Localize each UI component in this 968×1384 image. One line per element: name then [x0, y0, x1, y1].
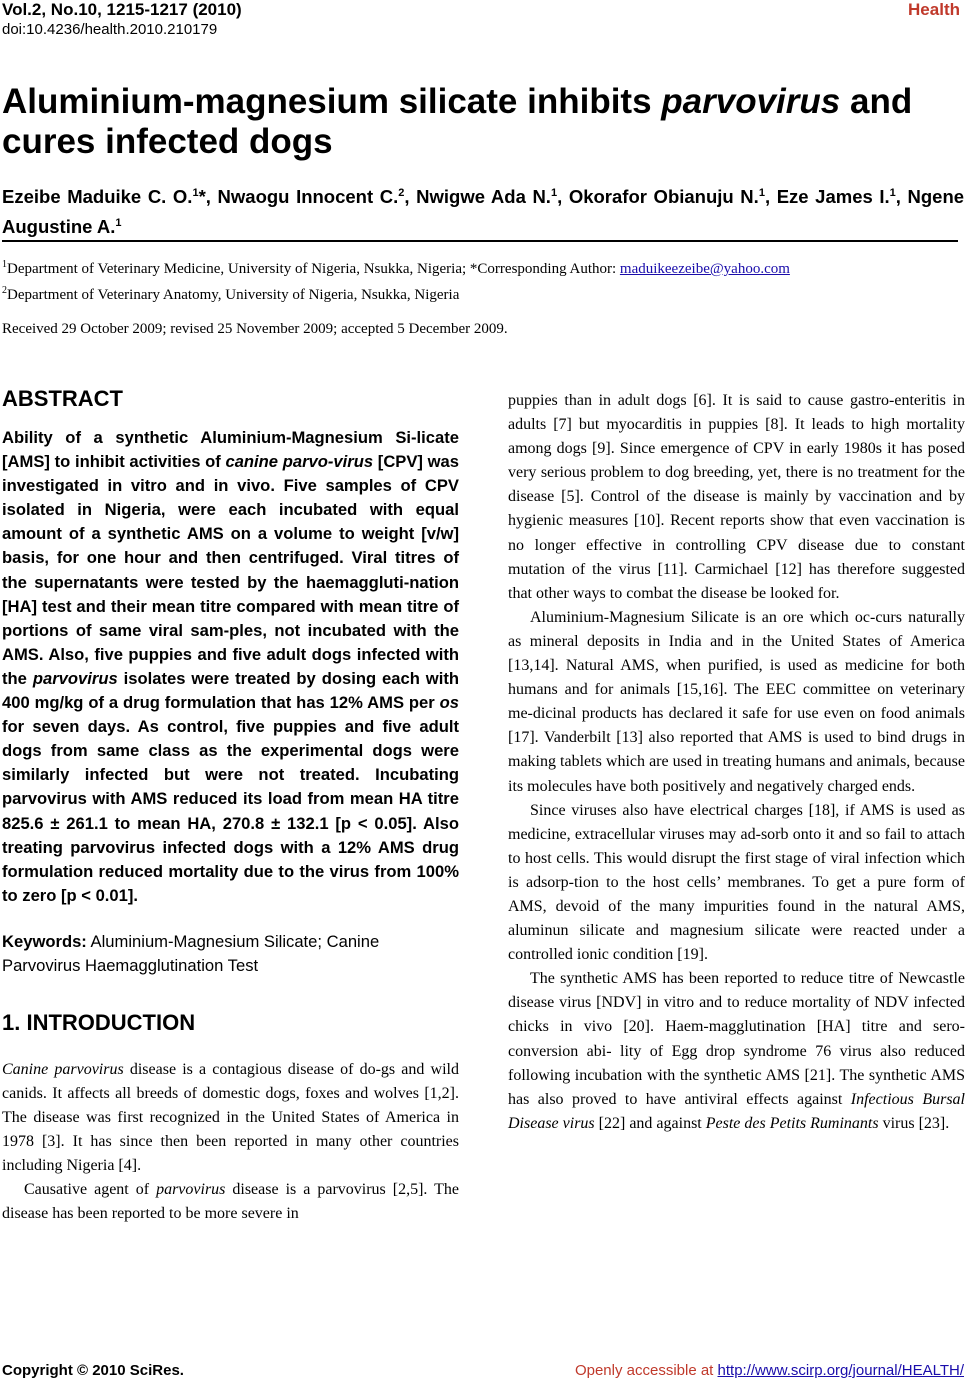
abstract-heading: ABSTRACT: [2, 386, 123, 411]
right-column: [508, 389, 965, 1136]
journal-citation: Vol.2, No.10, 1215-1217 (2010): [2, 0, 242, 19]
affiliations: [2, 254, 964, 306]
journal-name: Health: [908, 0, 960, 19]
author: Ezeibe Maduike C. O.$^1$*: [2, 186, 206, 208]
author: Nwaogu Innocent C.$^2$: [217, 186, 405, 208]
left-column: [2, 384, 459, 1227]
corresponding-email-link[interactable]: maduikeezeibe@yahoo.com: [619, 261, 790, 277]
intro-paragraph: Causative agent of parvovirus disease is a parvovirus [2,5]. The disease has been reported to be more severe in: [2, 1181, 459, 1223]
access-notice: Openly accessible at http://www.scirp.org/journal/HEALTH/: [574, 1362, 964, 1379]
author: Okorafor Obianuju N.$^1$: [568, 186, 765, 208]
copyright: Copyright © 2010 SciRes.: [2, 1362, 184, 1379]
title-part1: Aluminium-magnesium silicate inhibits: [2, 82, 662, 121]
body-paragraph: Aluminium-Magnesium Silicate is an ore which oc-curs naturally as mineral deposits in India and in the United States of America [13,14]. Natural AMS, when purified, is used as medicine for both humans and for animals [15,16]. The EEC committee on veterinary me-dicinal products has declared it safe for use even on food animals [17]. Vanderbilt [13] also reported that AMS is used to bind drugs in making tablets which are used in treating humans and animals, because its molecules have both positively and negatively charged ends.: [508, 608, 965, 795]
journal-url-link[interactable]: http://www.scirp.org/journal/HEALTH/: [717, 1362, 964, 1379]
affiliation-1: $^1$Department of Veterinary Medicine, University of Nigeria, Nsukka, Nigeria; *Corresponding Author: maduikeezeibe@yahoo.com: [2, 259, 790, 277]
abstract-body: Ability of a synthetic Aluminium-Magnesium Si-licate [AMS] to inhibit activities of canine parvo-virus [CPV] was investigated in vitro and in vivo. Five samples of CPV isolated in Nigeria, were each incubated with equal amount of a synthetic AMS on a volume to weight [v/w] basis, for one hour and then centrifuged. Viral titres of the supernatants were tested by the haemaggluti-nation [HA] test and their mean titre compared with mean titre of portions of same viral sam-ples, not incubated with the AMS. Also, five puppies and five adult dogs infected with the parvovirus isolates were treated by dosing each with 400 mg/kg of a drug formulation that has 12% AMS per os for seven days. As control, five puppies and five adult dogs from same class as the experimental dogs were similarly infected but were not treated. Incubating parvovirus with AMS reduced its load from mean HA titre 825.6 ± 261.1 to mean HA, 270.8 ± 132.1 [p < 0.05]. Also treating parvovirus infected dogs with a 12% AMS drug formulation reduced mortality due to the virus from 100% to zero [p < 0.01].: [2, 428, 460, 905]
body-paragraph: The synthetic AMS has been reported to reduce titre of Newcastle disease virus [NDV] in vitro and to reduce mortality of NDV infected chicks in vivo [20]. Haem-magglutination [HA] titre and sero-conversion abi- lity of Egg drop syndrome 76 virus also reduced following incubation with the synthetic AMS [21]. The synthetic AMS has also proved to have antiviral effects against Infectious Bursal Disease virus [22] and against Peste des Petits Ruminants virus [23].: [508, 970, 965, 1132]
intro-paragraph: Canine parvovirus disease is a contagious disease of do-gs and wild canids. It affects all breeds of domestic dogs, foxes and wolves [1,2]. The disease was first recognized in the United States of America in 1978 [3]. It has since then been reported in many other countries including Nigeria [4].: [2, 1060, 459, 1175]
doi: doi:10.4236/health.2010.210179: [2, 21, 218, 38]
author: Nwigwe Ada N.$^1$: [416, 186, 558, 208]
body-paragraph: Since viruses also have electrical charges [18], if AMS is used as medicine, extracellular viruses may ad-sorb onto it and so fail to attach to host cells. This would disrupt the first stage of viral infection which is adsorp-tion to the host cells’ membranes. To get a pure form of AMS, devoid of the many impurities found in the natural AMS, aluminun silicate and magnesium silicate were reacted under a controlled ionic condition [19].: [508, 801, 965, 964]
header-divider: [2, 240, 958, 242]
title-part2: and cures infected dogs: [2, 82, 913, 161]
keywords-text: Aluminium-Magnesium Silicate; Canine Parvovirus Haemagglutination Test: [2, 931, 380, 975]
author-list: Ezeibe Maduike C. O.$^1$*, Nwaogu Innocent C.$^2$, Nwigwe Ada N.$^1$, Okorafor Obianuju N.$^1$, Eze James I.$^1$, Ngene Augustine A.$^1$: [2, 186, 965, 238]
introduction-heading: 1. INTRODUCTION: [2, 1009, 196, 1035]
title-italic: parvovirus: [661, 82, 841, 121]
paper-title: [2, 82, 952, 162]
body-paragraph: puppies than in adult dogs [6]. It is said to cause gastro-enteritis in adults [7] but myocarditis in puppies [8]. It leads to high mortality among dogs [9]. Since emergence of CPV in early 1980s it has posed very serious problem to dog breeding, yet, there is no treatment for the disease [5]. Control of the disease is mainly by vaccination and by hygienic measures [10]. Recent reports show that even vaccination is no longer effective in controlling CPV disease due to constant mutation of the virus [11]. Carmichael [12] has therefore suggested that other ways to combat the disease be looked for.: [508, 392, 965, 602]
keywords-label: Keywords:: [2, 931, 87, 951]
affiliation-2: $^2$Department of Veterinary Anatomy, University of Nigeria, Nsukka, Nigeria: [2, 285, 460, 303]
author: Eze James I.$^1$: [776, 186, 896, 208]
received-dates: Received 29 October 2009; revised 25 November 2009; accepted 5 December 2009.: [2, 321, 508, 337]
author: Ngene Augustine A.$^1$: [2, 186, 965, 238]
running-header: [2, 0, 422, 40]
keywords: [2, 930, 459, 978]
